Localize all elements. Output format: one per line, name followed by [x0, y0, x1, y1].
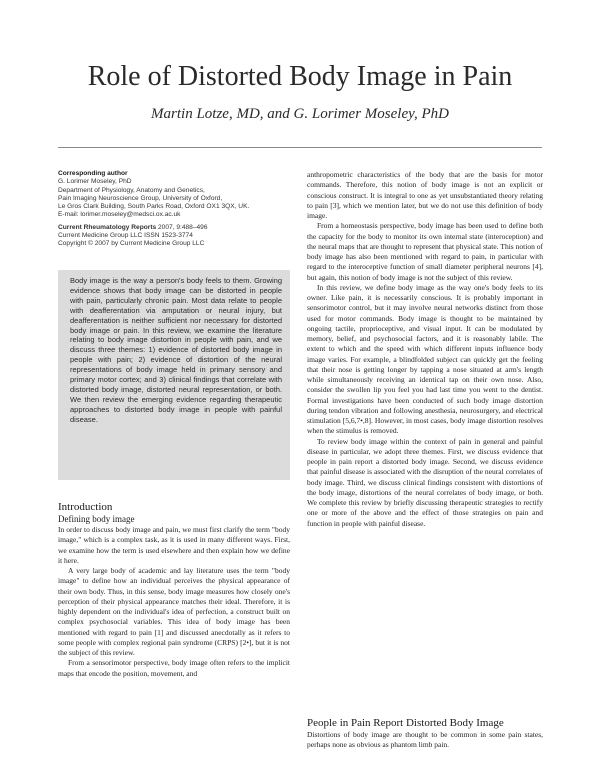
paragraph: From a homeostasis perspective, body image has been used to define both the capacity for the body to monitor its own internal state (interoception) and the neural maps that are thought to represent that physical state. This notion of body image has also been mentioned with regard to pain, in particular with regard to the interoceptive function of small diameter peripheral neurons [4], but again, this notion of body image is not the subject of this review.: [307, 221, 543, 282]
paper-authors: Martin Lotze, MD, and G. Lorimer Moseley, PhD: [151, 106, 449, 122]
paragraph: anthropometric characteristics of the body that are the basis for motor commands. Therefore, this notion of body image is not an explicit or conscious construct. It is integral to one as yet unsubstantiated theory relating to pain [3], which we mention later, but we do not use this definition of body image.: [307, 170, 543, 220]
paragraph: In order to discuss body image and pain, we must first clarify the term "body image," which is a complex task, as it is used in many different ways. First, we examine how the term is used elsewhere and then explain how we define it here.: [58, 525, 290, 565]
distorted-body-image-section: [307, 716, 543, 751]
paragraph: Distortions of body image are thought to be common in some pain states, perhaps none as obvious as phantom limb pain.: [307, 730, 543, 750]
journal-volume: 2007, 9:488–496: [156, 223, 208, 231]
correspondence-email: E-mail: lorimer.moseley@medsci.ox.ac.uk: [58, 211, 181, 219]
introduction-heading: Introduction: [58, 501, 113, 513]
correspondence-line: G. Lorimer Moseley, PhD: [58, 178, 132, 186]
paragraph: In this review, we define body image as the way one's body feels to its owner. Like pain, it is necessarily conscious. It is probably important in sensorimotor control, but it may involve neural networks distinct from those used for motor commands. Body image is thought to be maintained by ongoing tactile, proprioceptive, and visual input. It can be modulated by memory, belief, and psychosocial factors, and it is reasonably labile. The extent to which and the speed with which different inputs influence body image varies. For example, a blindfolded subject can quickly get the feeling that their nose is getting longer by tapping a nose situated at arm's length while simultaneously receiving an identical tap on their own nose. Also, consider the swollen lip you feel you had last time you went to the dentist. Formal investigations have been conducted of such body image distortion during tendon vibration and following anesthesia, neurosurgery, and electrical stimulation [5,6,7•,8]. However, in most cases, body image distortion resolves when the stimulus is removed.: [307, 282, 543, 436]
abstract-box: [58, 270, 290, 480]
correspondence-heading: Corresponding author: [58, 170, 128, 177]
publisher-line: Current Medicine Group LLC ISSN 1523-3774: [58, 232, 193, 240]
correspondence-line: Department of Physiology, Anatomy and Genetics,: [58, 186, 205, 194]
paragraph: From a sensorimotor perspective, body image often refers to the implicit maps that encode the position, movement, and: [58, 658, 290, 678]
paragraph: To review body image within the context of pain in general and painful disease in particular, we adopt three themes. First, we discuss evidence that people in pain report a distorted body image. Second, we discuss evidence that painful disease is associated with the disruption of the neural correlates of body image. Third, we discuss clinical findings consistent with distortions of the body image, distortions of the neural correlates of body image, or both. We complete this review by briefly discussing therapeutic strategies to rectify one or more of the above and the effect of those strategies on pain and function in people with painful disease.: [307, 436, 543, 528]
correspondence-block: [58, 170, 290, 249]
journal-citation: [58, 224, 290, 232]
correspondence-line: Pain Imaging Neuroscience Group, University of Oxford,: [58, 194, 223, 202]
title-divider: [58, 147, 542, 148]
abstract-text: Body image is the way a person's body feels to them. Growing evidence shows that body image can be distorted in people with pain, particularly chronic pain. Most data relate to people with deafferentation via amputation or neural injury, but deafferentation is neither sufficient nor necessary for distorted body image or pain. In this review, we examine the literature relating to body image distortion in people with pain, and we discuss three themes: 1) evidence of distorted body image in people with pain; 2) evidence of distortion of the neural representations of body image held in primary sensory and primary motor cortex; and 3) clinical findings that correlate with distorted body image, distorted neural representation, or both. We then review the emerging evidence regarding therapeutic approaches to distorted body image in people with painful disease.: [70, 276, 282, 424]
introduction-section: [58, 500, 290, 679]
right-column: [307, 170, 543, 529]
defining-body-image-heading: Defining body image: [58, 514, 135, 524]
paper-title: Role of Distorted Body Image in Pain: [87, 61, 513, 92]
paragraph: A very large body of academic and lay literature uses the term "body image" to define how an individual perceives the physical appearance of their own body. Thus, in this sense, body image measures how closely one's perception of their physical appearance matches their ideal. Therefore, it is highly dependent on the individual's idea of perfection, a construct built on complex psychosocial variables. This idea of body image has been mentioned with regard to pain [1] and discussed anecdotally as it refers to some people with complex regional pain syndrome (CRPS) [2•], but it is not the subject of this review.: [58, 566, 290, 657]
correspondence-line: Le Gros Clark Building, South Parks Road, Oxford OX1 3QX, UK.: [58, 203, 250, 211]
journal-name: Current Rheumatology Reports: [58, 223, 157, 231]
copyright-line: Copyright © 2007 by Current Medicine Group LLC: [58, 240, 205, 248]
section-heading: People in Pain Report Distorted Body Image: [307, 717, 504, 729]
